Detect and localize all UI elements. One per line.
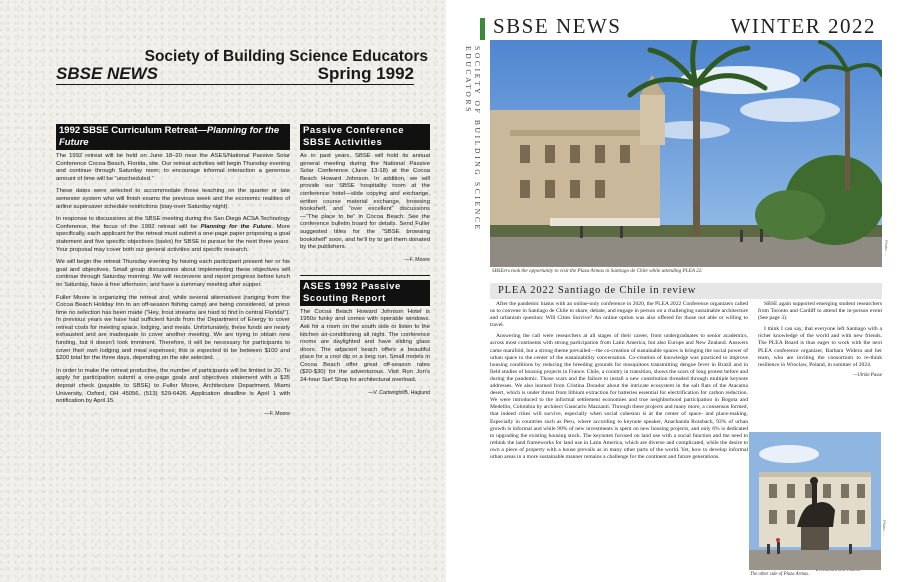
retreat-text: . More specifically, each applicant for the retreat must submit a one-page paper proposing a goal statement and five specific objectives (tasks) for SBSE to pursue for the next three years. Your proposal may cover both our general activities and specific research.	[56, 223, 290, 253]
article-title-main: 1992 SBSE Curriculum Retreat—	[59, 125, 207, 136]
main-photo-credit: Photo: ...	[884, 240, 889, 257]
statue-illustration	[749, 432, 881, 570]
plea-column-1	[490, 301, 748, 465]
right-page-2022	[460, 0, 900, 582]
scouting-signature: —V. Cartwright/B. Haglund	[368, 389, 430, 396]
small-photo-credit: Photo: ...	[882, 520, 887, 537]
retreat-text: In response to discussions at the SBSE meeting during the San Diego ACSA Technology Conference, the focus of the 1992 retreat will be	[56, 216, 290, 230]
plea-paragraph: SBSE again supported emerging student researchers from Toronto and Cardiff to attend the in-person event (See page 3).	[758, 301, 882, 322]
masthead-org-name: Society of Building Science Educators	[144, 48, 428, 65]
masthead-publication-2022: SBSE NEWS	[493, 14, 622, 38]
retreat-paragraph: The 1992 retreat will be held on June 18–20 near the ASES/National Passive Solar Conference Cocoa Beach, Florida, site. Our retreat activities will begin Thursday evening and continue through Saturday noon; to encourage informal interaction a generous amount of time will be “unscheduled.”	[56, 153, 290, 182]
green-accent-bar	[480, 18, 485, 40]
plea-paragraph: After the pandemic hiatus with an online-only conference in 2020, the PLEA 2022 Conference organizers called us to convene in Santiago de Chile to share, debate, and engage in person on a challenging sustainable architecture and urbanism question: Will Cities Survive? An online option was also offered for those not able or willing to travel.	[490, 301, 748, 329]
scouting-paragraph: The Cocoa Beach Howard Johnson Hotel is 1950s funky and comes with operable windows. Ask for a room on the south side or listen to the kitchen air-conditioning all night. The conference rooms are daylighted and have sliding glass doors. The adjacent beach offers a beautiful place for a cool dip or a long run. Small motels in Cocoa Beach offer great off-season rates ($20-$30) for the adventurous. Visit Ron Jon’s 24-hour Surf Shop for architectural overload.	[300, 308, 430, 384]
plea-paragraph: I think I can say, that everyone left Santiago with a richer knowledge of the world and with new friends. The PLEA Board is thus eager to work with the next PLEA conference organizer, Barbara Widera and her team, who are inviting the consortium to re-think resilience in Wroclaw, Poland, in summer of 2024.	[758, 326, 882, 368]
plea-column-2	[758, 301, 882, 378]
main-photo-caption: SBSEers took the opportunity to visit the Plaza Armas in Santiago de Chile while attending PLEA 22.	[492, 268, 703, 274]
section-header-bar	[490, 283, 882, 299]
retreat-signature: —F. Moore	[264, 410, 290, 417]
article-title-scouting: ASES 1992 Passive Scouting Report	[300, 280, 430, 306]
retreat-paragraph: In order to make the retreat productive, the number of participants will be limited to 20. To apply for participation submit a one-page goals and objectives statement with a $35 deposit check (payable to SBSE) to Fuller Moore, Architecture Department, Miami University, Oxford, OH 45056, (513) 529-6426. Application deadline is April 1 with notification by April 15.	[56, 367, 290, 405]
masthead-row	[56, 64, 414, 85]
plaza-armas-statue-photo	[749, 432, 881, 570]
retreat-paragraph	[56, 216, 290, 254]
retreat-paragraph: These dates were selected to accommodate those teaching on the quarter or late semester system who will finish exams the previous week and the economic realities of airline supersaver schedule restrictions (stay-over Saturday night).	[56, 188, 290, 210]
masthead-season: WINTER 2022	[730, 14, 876, 38]
retreat-paragraph: Fuller Moore is organizing the retreat and, while several alternatives (ranging from the Cocoa Beach Holiday Inn to an off-season fishing camp) are being considered, at press time no selection has been made (“Hey, trout streams are hard to find in central Florida!”). In previous years we have had sufficient funds from the Department of Energy to cover retreat costs for meeting space, lodging, and meals. Unfortunately, these funds are nearly exhausted and are inadequate to cover another meeting. We are trying to obtain new funding, but it doesn’t look imminent. Therefore, it will be necessary for participants to cover their own lodging and meal expenses; this is expected to be between $100 and $200 total for the three days, depending on the site selected.	[56, 294, 290, 362]
conference-signature: —F. Moore	[404, 256, 430, 263]
retreat-emphasis: Planning for the Future	[200, 223, 272, 230]
section-title: PLEA 2022 Santiago de Chile in review	[498, 285, 697, 296]
article-title-conference: Passive Conference SBSE Activities	[300, 124, 430, 150]
column-left	[56, 124, 290, 423]
plea-paragraph: Answering the call were researchers at all stages of their career, from undergraduates to senior academics, across most continents with strong participation from Latin America, but also Europe and New Zealand. Answers came manifold, but a strong theme prevailed—the co-creation of sustainable spaces is bringing the social power of urban space to the center of the sustainability conversation. Co-creation of knowledge was practiced to improve housing conditions by reducing the breeding grounds for mosquitoes transmitting dengue fever in Brazil and in field studies of housing projects in France. Chile, a country in transition, shows the scars of long protest before and during the pandemic. Those scars and the failure to install a new constitution threaded through multiple keynote addresses. We also learned from Cristina Dorador about the intricate ecosystem in the salt flats of the Atacama desert, which is under threat from lithium extraction for batteries essential for electrification for carbon reduction. We were introduced to the informal settlement economies and true neighborhood participation in Bogota and Medellin, Colombia by architect Giancarlo Mazzanti. Through these projects and many more, a consensus formed, that indeed cities will survive, especially when social cohesion is at the center of space- and place-making. Especially in countries such as Peru, where according to keynote speaker, Anachanda Rossbach, 93% of urban growth is informal and while 90% of new investments is spent on new housing projects, and only 6% is dedicated to upgrading the existing housing stock. The keynotes focused on land use with a social function and the need to rethink the land frameworks for land use in Latin America, which are diverse and complicated, while the desire to own a piece of property with a house prevails as in many other parts of the world. Yet, how to develop informal urban areas in a more sustainable manner remains a challenge for the continent and future generations.	[490, 333, 748, 460]
plaza-armas-illustration	[490, 40, 882, 267]
article-title-emphasis: Planning for the Future	[59, 125, 280, 148]
masthead-issue: Spring 1992	[317, 64, 414, 83]
masthead-publication: SBSE NEWS	[56, 64, 159, 83]
small-photo-caption: The other side of Plaza Armas.	[750, 572, 810, 577]
conference-paragraph: As in past years, SBSE will hold its annual general meeting during the National Passive Solar Conference (June 13-18) at the Cocoa Beach Howard Johnson. In addition, we will provide our SBSE hospitality room at the conference hotel—slide copying and exchange, written course material exchange, browsing bookshelf, and “over excellent” discussions—“The place to be” in Cocoa Beach. See the conference bulletin board for details. Send Fuller suggested titles for the “SBSE browsing bookshelf” soon, and he’ll try to get them donated by the publishers.	[300, 153, 430, 251]
retreat-paragraph: We will begin the retreat Thursday evening by having each participant present her or his goal and objectives. Small group discussions about implementing these objectives will continue through Saturday morning. We will reconvene and report progress before lunch on Saturday, have a free afternoon, and have a summary meeting after supper.	[56, 259, 290, 288]
article-title-retreat	[56, 124, 290, 150]
column-right	[300, 124, 430, 402]
left-page-1992	[0, 0, 446, 582]
scouting-block	[300, 275, 430, 396]
plea-signature: —Ulrike Passe	[853, 372, 882, 378]
vertical-org-name: SOCIETY OF BUILDING SCIENCE EDUCATORS	[464, 46, 482, 232]
plaza-armas-photo	[490, 40, 882, 267]
